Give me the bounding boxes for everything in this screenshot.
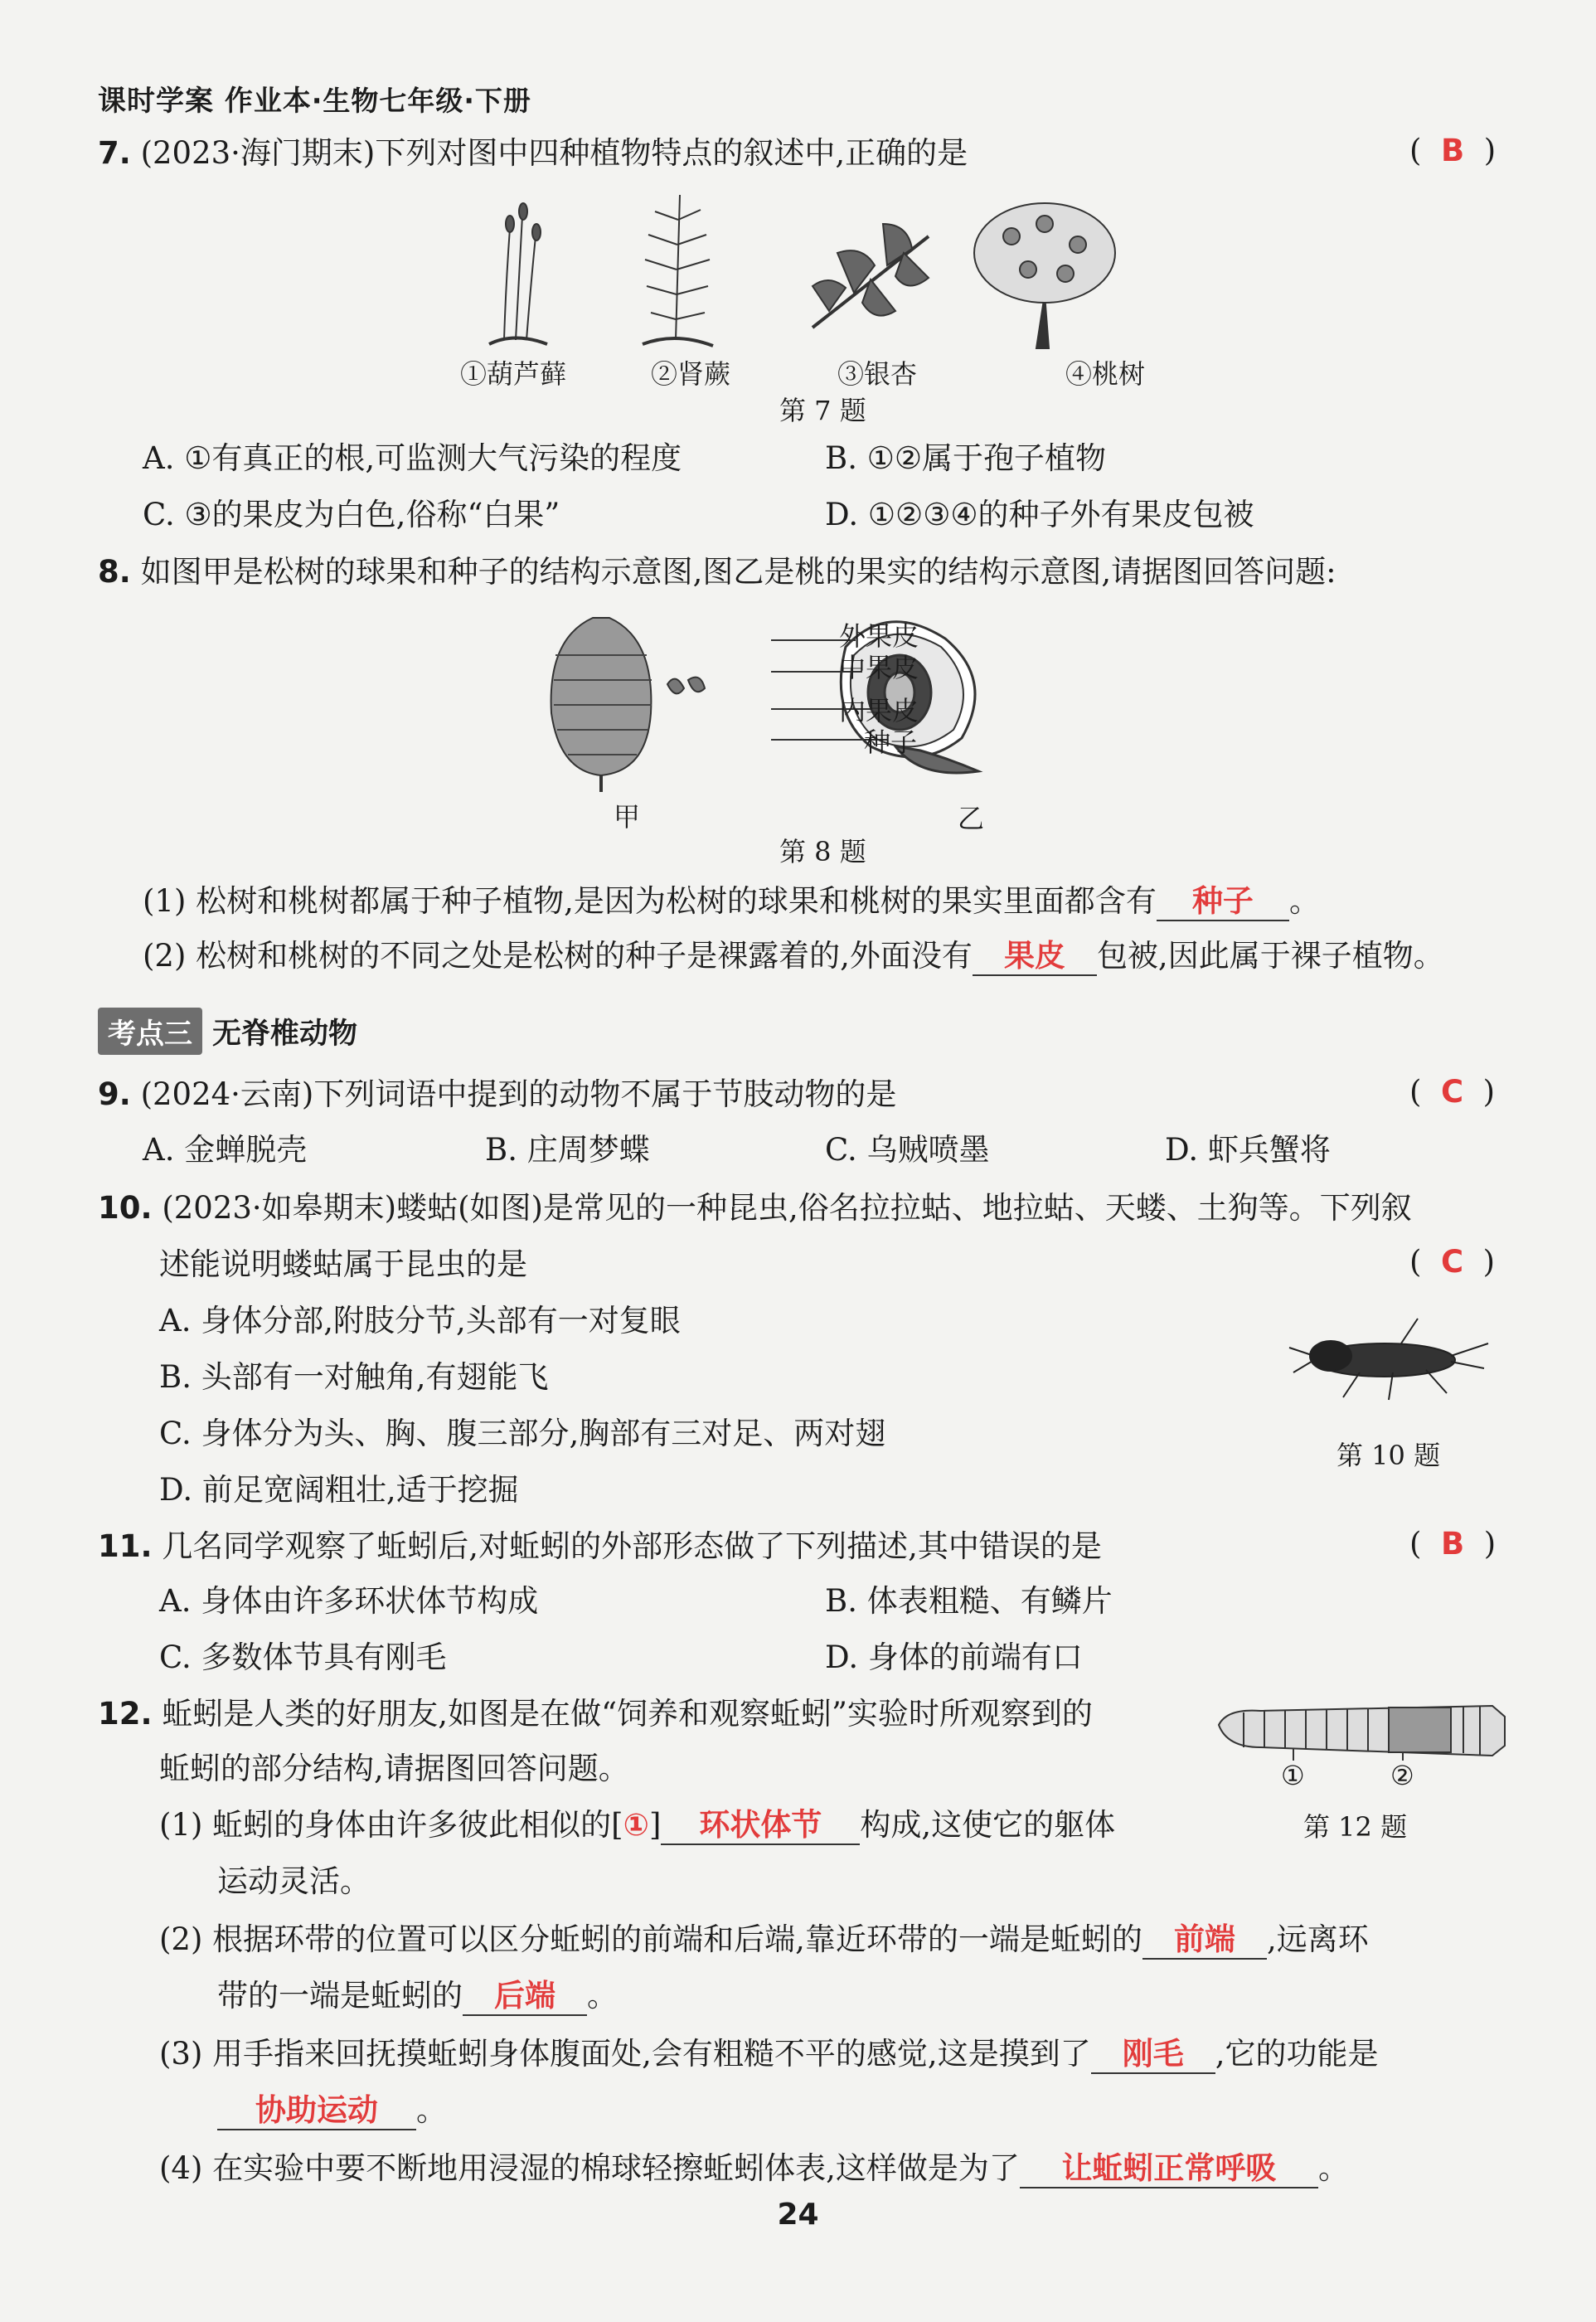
q8-part1 — [143, 881, 1320, 922]
q8-caption: 第 8 题 — [779, 836, 866, 867]
q9-stem-text: (2024·云南)下列词语中提到的动物不属于节肢动物的是 — [140, 1076, 897, 1112]
peach-label-mesocarp: 中果皮 — [839, 652, 919, 683]
q12-stem-line1 — [98, 1693, 1093, 1735]
peach-label-seed: 种子 — [864, 726, 918, 758]
q11-stem-text: 几名同学观察了蚯蚓后,对蚯蚓的外部形态做了下列描述,其中错误的是 — [162, 1528, 1102, 1564]
q11-option-d: D. 身体的前端有口 — [825, 1639, 1083, 1675]
q8-figures — [531, 605, 1094, 796]
q11-number: 11. — [98, 1528, 153, 1564]
q8-part2-text: (2) 松树和桃树的不同之处是松树的种子是裸露着的,外面没有 — [143, 938, 973, 974]
q10-stem-line1 — [98, 1188, 1412, 1229]
q12-number: 12. — [98, 1696, 153, 1732]
q10-option-c: C. 身体分为头、胸、腹三部分,胸部有三对足、两对翅 — [159, 1416, 886, 1451]
q12-part1-line2: 运动灵活。 — [217, 1863, 371, 1899]
q12-part3 — [159, 2033, 1378, 2075]
q8-part1-text: (1) 松树和桃树都属于种子植物,是因为松树的球果和桃树的果实里面都含有 — [143, 883, 1157, 919]
q8-part1-end: 。 — [1288, 883, 1320, 919]
fern-figure — [643, 195, 713, 346]
q12-part2 — [159, 1919, 1369, 1960]
section-title: 无脊椎动物 — [212, 1018, 358, 1051]
q12-part4 — [159, 2148, 1349, 2189]
page-header — [98, 78, 531, 119]
q7-caption: 第 7 题 — [779, 395, 866, 426]
q11-answer-box: ( B ) — [1409, 1526, 1497, 1562]
q12-part3-mid: ,它的功能是 — [1215, 2036, 1379, 2072]
q7-option-c: C. ③的果皮为白色,俗称“白果” — [143, 497, 560, 532]
q8-stem-text: 如图甲是松树的球果和种子的结构示意图,图乙是桃的果实的结构示意图,请据图回答问题: — [140, 554, 1336, 590]
q7-option-d: D. ①②③④的种子外有果皮包被 — [825, 497, 1254, 532]
q12-part2-text: (2) 根据环带的位置可以区分蚯蚓的前端和后端,靠近环带的一端是蚯蚓的 — [159, 1921, 1142, 1957]
q12-part4-end: 。 — [1317, 2150, 1349, 2186]
q7-stem-text: (2023·海门期末)下列对图中四种植物特点的叙述中,正确的是 — [140, 135, 968, 171]
pine-seed-figure — [667, 678, 705, 694]
q9-option-c: C. 乌贼喷墨 — [825, 1132, 990, 1168]
q12-part2-text2: 带的一端是蚯蚓的 — [217, 1978, 463, 2014]
q12-part2-end: 。 — [587, 1978, 618, 2014]
q12-part2-mid: ,远离环 — [1266, 1921, 1369, 1957]
q11-option-a: A. 身体由许多环状体节构成 — [159, 1583, 539, 1619]
mole-cricket-figure — [1285, 1310, 1492, 1410]
q12-part3-answer2: 协助运动 — [217, 2092, 416, 2130]
q10-number: 10. — [98, 1190, 153, 1226]
earthworm-label-1: ① — [1281, 1760, 1305, 1791]
header-series: 课时学案 — [98, 85, 214, 118]
q8-part1-answer: 种子 — [1157, 883, 1289, 921]
q12-part1-text: (1) 蚯蚓的身体由许多彼此相似的[ — [159, 1807, 623, 1843]
q7-plant-label-3: ③银杏 — [837, 358, 918, 390]
section-tag: 考点三 — [98, 1008, 202, 1055]
q9-option-b: B. 庄周梦蝶 — [485, 1132, 650, 1168]
header-subject: ·生物七年级·下册 — [311, 85, 531, 117]
q8-fig-yi: 乙 — [958, 803, 985, 834]
q10-stem-text1: (2023·如皋期末)蝼蛄(如图)是常见的一种昆虫,俗名拉拉蛄、地拉蛄、天蝼、土狗等。下列叙 — [162, 1190, 1412, 1226]
q10-option-a: A. 身体分部,附肢分节,头部有一对复眼 — [159, 1303, 681, 1338]
q12-caption: 第 12 题 — [1303, 1811, 1408, 1843]
q12-part2-answer1: 前端 — [1142, 1921, 1267, 1960]
q9-option-d: D. 虾兵蟹将 — [1165, 1132, 1331, 1168]
q12-part1-answer: 环状体节 — [661, 1807, 860, 1845]
moss-figure — [489, 203, 547, 344]
q12-part2-line2 — [217, 1975, 618, 2017]
q8-stem — [98, 551, 1336, 593]
earthworm-figure — [1210, 1696, 1509, 1771]
q8-number: 8. — [98, 554, 131, 590]
q10-caption: 第 10 题 — [1336, 1440, 1441, 1471]
q10-answer: C — [1440, 1244, 1464, 1280]
q12-part3-line2 — [217, 2090, 447, 2131]
q12-part3-answer1: 刚毛 — [1091, 2036, 1215, 2074]
q7-answer-box: ( B ) — [1409, 133, 1497, 168]
q10-answer-box: ( C ) — [1409, 1244, 1496, 1280]
q12-part3-text: (3) 用手指来回抚摸蚯蚓身体腹面处,会有粗糙不平的感觉,这是摸到了 — [159, 2036, 1091, 2072]
q7-plant-figures — [464, 187, 1194, 352]
q12-part1-end: 构成,这使它的躯体 — [860, 1807, 1116, 1843]
q7-plant-label-4: ④桃树 — [1065, 358, 1146, 390]
q9-number: 9. — [98, 1076, 131, 1112]
pine-cone-figure — [551, 618, 652, 792]
q12-part4-text: (4) 在实验中要不断地用浸湿的棉球轻擦蚯蚓体表,这样做是为了 — [159, 2150, 1020, 2186]
q9-answer: C — [1440, 1074, 1464, 1110]
peach-tree-figure — [974, 203, 1115, 348]
q7-stem — [98, 133, 968, 174]
q7-plant-label-2: ②肾蕨 — [651, 358, 731, 390]
section-heading — [98, 1008, 357, 1055]
q7-plant-label-1: ①葫芦藓 — [460, 358, 567, 390]
q11-answer: B — [1440, 1526, 1465, 1562]
peach-label-endocarp: 内果皮 — [839, 695, 919, 726]
q9-answer-box: ( C ) — [1409, 1074, 1496, 1110]
q11-option-c: C. 多数体节具有刚毛 — [159, 1639, 447, 1675]
q10-option-d: D. 前足宽阔粗壮,适于挖掘 — [159, 1472, 519, 1508]
page-number: 24 — [777, 2198, 819, 2232]
ginkgo-figure — [813, 224, 929, 328]
q7-answer: B — [1440, 133, 1465, 168]
q8-part2 — [143, 935, 1444, 977]
q8-part2-answer: 果皮 — [973, 938, 1097, 976]
q12-part1 — [159, 1805, 1115, 1846]
q11-option-b: B. 体表粗糙、有鳞片 — [825, 1583, 1113, 1619]
q10-option-b: B. 头部有一对触角,有翅能飞 — [159, 1359, 549, 1395]
q12-stem-text1: 蚯蚓是人类的好朋友,如图是在做“饲养和观察蚯蚓”实验时所观察到的 — [162, 1696, 1093, 1732]
q12-part2-answer2: 后端 — [463, 1978, 587, 2016]
earthworm-label-2: ② — [1390, 1760, 1414, 1791]
q12-part1-bracket: ] — [648, 1807, 662, 1843]
header-book: 作业本 — [224, 85, 312, 118]
q7-option-b: B. ①②属于孢子植物 — [825, 440, 1107, 476]
q8-part2-end: 包被,因此属于裸子植物。 — [1096, 938, 1444, 974]
q10-stem-line2: 述能说明蝼蛄属于昆虫的是 — [159, 1246, 527, 1282]
q9-stem — [98, 1074, 896, 1115]
q12-stem-line2: 蚯蚓的部分结构,请据图回答问题。 — [159, 1751, 629, 1786]
q11-stem — [98, 1526, 1102, 1567]
q12-part4-answer: 让蚯蚓正常呼吸 — [1020, 2150, 1318, 2188]
q12-part1-mark: ① — [623, 1807, 649, 1843]
q9-option-a: A. 金蝉脱壳 — [143, 1132, 308, 1168]
q8-fig-jia: 甲 — [614, 801, 641, 833]
q12-part3-end: 。 — [416, 2092, 447, 2128]
peach-label-exocarp: 外果皮 — [839, 620, 919, 652]
q7-option-a: A. ①有真正的根,可监测大气污染的程度 — [143, 440, 682, 476]
q7-number: 7. — [98, 135, 131, 171]
